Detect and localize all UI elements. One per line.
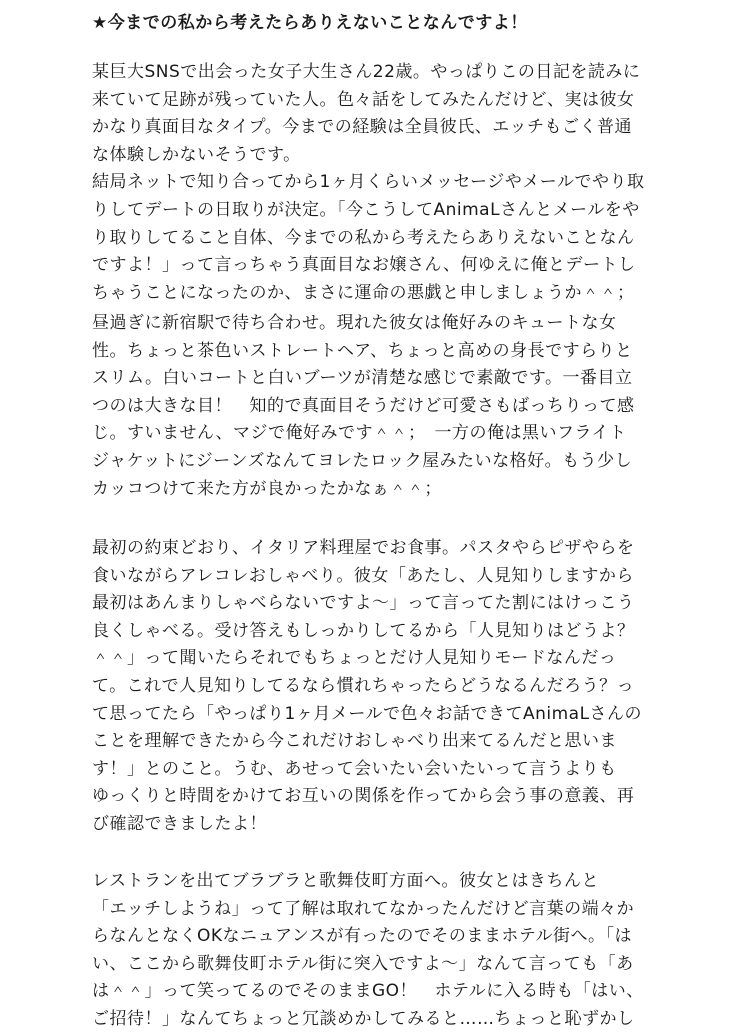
paragraph-line: 「エッチしようね」って了解は取れてなかったんだけど言葉の端々か [92, 898, 635, 919]
paragraph-line: ご招待！」なんてちょっと冗談めかしてみると……ちょっと恥ずかし [92, 1008, 635, 1029]
paragraph-line: 来ていて足跡が残っていた人。色々話をしてみたんだけど、実は彼女 [92, 89, 635, 110]
paragraph-line: かなり真面目なタイプ。今までの経験は全員彼氏、エッチもごく普通 [92, 117, 632, 138]
paragraph-line: りしてデートの日取りが決定。「今こうしてAnimaLさんとメールをや [92, 199, 640, 220]
paragraph-line: スリム。白いコートと白いブーツが清楚な感じで素敵です。一番目立 [92, 368, 633, 389]
article-paragraph-4 [92, 868, 644, 1034]
paragraph-line: す！」とのこと。うむ、あせって会いたい会いたいって言うよりも [92, 758, 617, 779]
paragraph-line: 良くしゃべる。受け答えもしっかりしてるから「人見知りはどうよ？ [92, 620, 635, 641]
paragraph-line: じ。すいません、マジで俺好みです＾＾； 一方の俺は黒いフライト [92, 423, 627, 444]
paragraph-line: は＾＾」って笑ってるのでそのままGO！ ホテルに入る時も「はい、 [92, 981, 644, 1002]
paragraph-line: 最初の約束どおり、イタリア料理屋でお食事。パスタやらピザやらを [92, 538, 635, 558]
blog-article [92, 0, 672, 1029]
paragraph-line: ですよ！」って言っちゃう真面目なお嬢さん、何ゆえに俺とデートし [92, 255, 636, 276]
paragraph-line: い、ここから歌舞伎町ホテル街に突入ですよ〜」なんて言っても「あ [92, 953, 634, 974]
paragraph-line: び確認できましたよ！ [92, 813, 267, 834]
paragraph-line: 最初はあんまりしゃべらないですよ〜」って言ってた割にはけっこう [92, 593, 635, 614]
paragraph-line: らなんとなくOKなニュアンスが有ったのでそのままホテル街へ。「は [92, 926, 632, 947]
paragraph-line: ゆっくりと時間をかけてお互いの関係を作ってから会う事の意義、再 [92, 786, 635, 807]
article-heading: ★今までの私から考えたらありえないことなんですよ！ [92, 13, 528, 33]
paragraph-line: カッコつけて来た方が良かったかなぁ＾＾； [92, 478, 442, 499]
article-paragraph-2 [92, 310, 635, 503]
paragraph-line: ＾＾」って聞いたらそれでもちょっとだけ人見知りモードなんだっ [92, 648, 617, 669]
paragraph-line: 食いながらアレコレおしゃべり。彼女「あたし、人見知りしますから [92, 565, 634, 586]
paragraph-line: 結局ネットで知り合ってから1ヶ月くらいメッセージやメールでやり取 [92, 172, 645, 193]
paragraph-line: 性。ちょっと茶色いストレートヘア、ちょっと高めの身長ですらりと [92, 340, 633, 361]
paragraph-line: つのは大きな目！ 知的で真面目そうだけど可愛さもばっちりって感 [92, 395, 635, 416]
paragraph-line: り取りしてること自体、今までの私から考えたらありえないことなん [92, 227, 635, 248]
paragraph-line: て。これで人見知りしてるなら慣れちゃったらどうなるんだろう？っ [92, 675, 635, 696]
paragraph-line: 昼過ぎに新宿駅で待ち合わせ。現れた彼女は俺好みのキュートな女 [92, 313, 617, 333]
paragraph-line: ことを理解できたから今これだけおしゃべり出来てるんだと思いま [92, 731, 617, 752]
paragraph-line: レストランを出てブラブラと歌舞伎町方面へ。彼女とはきちんと [92, 871, 599, 891]
paragraph-line: ちゃうことになったのか、まさに運命の悪戯と申しましょうか＾＾； [92, 282, 635, 303]
article-paragraph-3 [92, 535, 642, 839]
paragraph-line: 某巨大SNSで出会った女子大生さん22歳。やっぱりこの日記を読みに [92, 62, 641, 82]
article-paragraph-1 [92, 59, 644, 307]
paragraph-line: ジャケットにジーンズなんてヨレたロック屋みたいな格好。もう少し [92, 450, 633, 471]
paragraph-line: て思ってたら「やっぱり1ヶ月メールで色々お話できてAnimaLさんの [92, 703, 643, 724]
paragraph-line: な体験しかないそうです。 [92, 144, 301, 165]
